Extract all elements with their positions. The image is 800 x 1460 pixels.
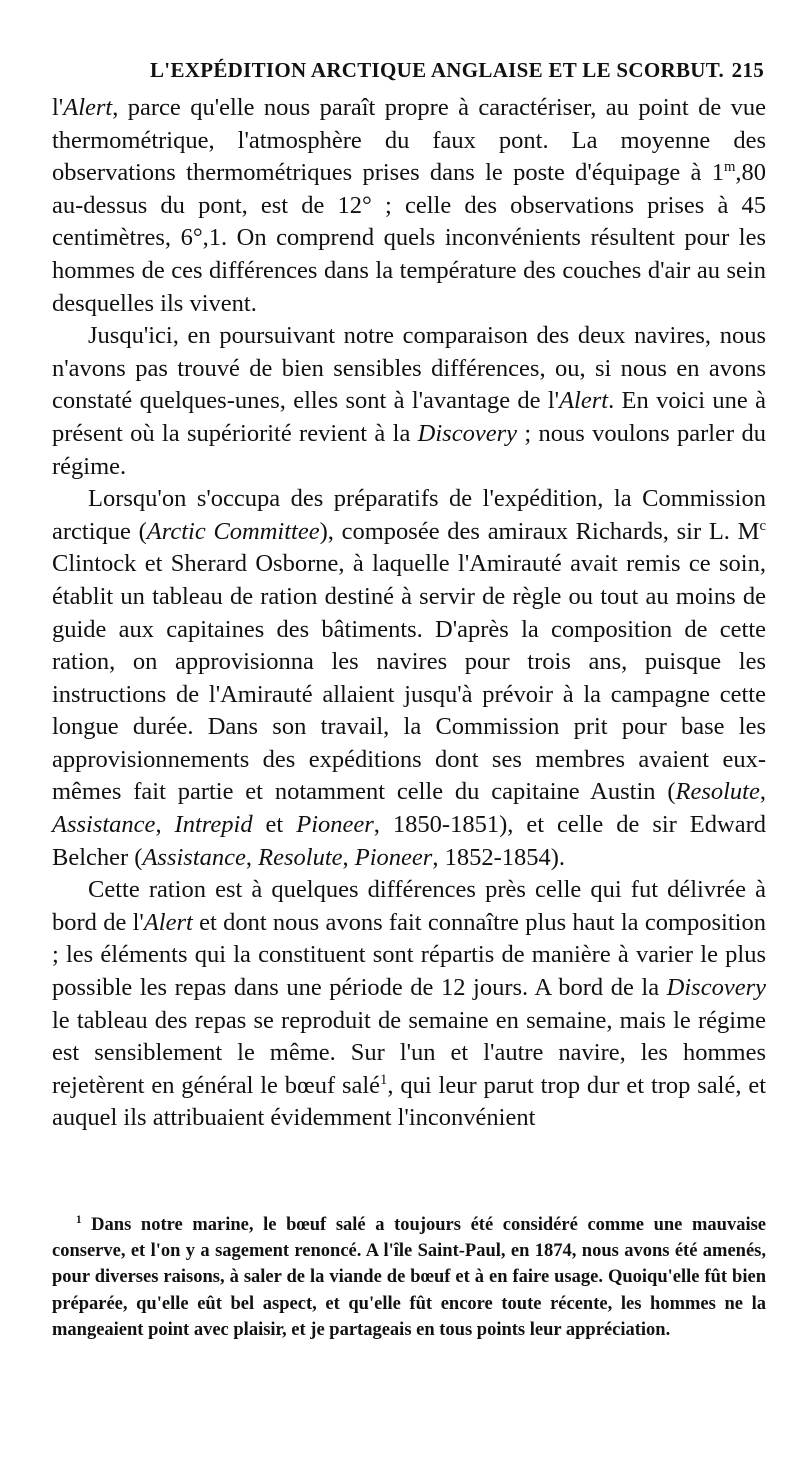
superscript: 1	[380, 1071, 388, 1088]
italic-text: Discovery	[666, 974, 766, 1002]
text-run: ,	[342, 843, 355, 871]
text-run: ; nous voulons parler du régime.	[52, 419, 766, 480]
text-run: Jusqu'ici, en poursuivant notre comparaison des deux navires, nous n'avons pas trouvé de bien sensibles différences, ou, si nous en avons constaté quelques-unes, elles sont à l'avantage de l'	[52, 322, 766, 415]
text-run: le tableau des repas se reproduit de semaine en semaine, mais le régime est sensiblement le même. Sur l'un et l'autre navire, les hommes rejetèrent en général le bœuf salé	[52, 1006, 766, 1099]
paragraph	[52, 483, 766, 874]
italic-text: Intrepid	[174, 811, 253, 839]
text-run: , 1852-1854).	[432, 843, 566, 871]
text-run: Cette ration est à quelques différences près celle qui fut délivrée à bord de l'	[52, 876, 766, 936]
italic-text: Alert	[63, 94, 113, 121]
italic-text: Assistance	[52, 811, 156, 839]
text-run: Lorsqu'on s'occupa des préparatifs de l'expédition, la Commission arctique (	[52, 485, 766, 545]
page-number: 215	[731, 58, 764, 82]
footnotes	[52, 1212, 766, 1343]
text-run: ,	[155, 811, 175, 839]
page-header	[52, 58, 764, 88]
italic-text: Pioneer	[296, 811, 374, 839]
italic-text: Alert	[143, 908, 193, 936]
superscript: m	[723, 159, 736, 176]
text-run: et dont nous avons fait connaître plus haut la composition ; les éléments qui la constituent sont répartis de manière à varier le plus possible les repas dans une période de 12 jours. A bord de la	[52, 908, 766, 1002]
text-run: ,	[245, 843, 259, 871]
paragraph	[52, 320, 766, 483]
running-title: L'EXPÉDITION ARCTIQUE ANGLAISE ET LE SCORBUT.	[150, 58, 725, 82]
superscript: c	[759, 517, 766, 534]
italic-text: Assistance	[142, 843, 246, 871]
text-run: Dans notre marine, le bœuf salé a toujours été considéré comme une mauvaise conserve, et l'on y a sagement renoncé. A l'île Saint-Paul, en 1874, nous avons été amenés, pour diverses raisons, à saler de la viande de bœuf et à en faire usage. Quoiqu'elle fût bien préparée, qu'elle eût bel aspect, et qu'elle fût encore toute récente, les hommes ne la mangeaient point avec plaisir, et je partageais en tous points leur appréciation.	[52, 1215, 766, 1340]
text-run: ,	[759, 778, 766, 806]
text-run: l'	[52, 94, 64, 121]
text-run: . En voici une à présent où la supériorité revient à la	[52, 387, 766, 447]
text-run: et	[252, 811, 297, 839]
text-run: , parce qu'elle nous paraît propre à caractériser, au point de vue thermométrique, l'atmosphère du faux pont. La moyenne des observations thermométriques prises dans le poste d'équipage à 1	[52, 94, 766, 187]
italic-text: Alert	[559, 387, 609, 415]
italic-text: Arctic Committee	[146, 517, 320, 545]
text-run: , 1850-1851), et celle de sir Edward Belcher (	[52, 811, 766, 871]
text-run: ,80 au-dessus du pont, est de 12° ; celle des observations prises à 45 centimètres, 6°,1. On comprend quels inconvénients résultent pour les hommes de ces différences dans la température des couches d'air au sein desquelles ils vivent.	[52, 159, 766, 317]
italic-text: Pioneer	[354, 843, 433, 871]
body-text	[52, 92, 766, 1135]
text-run: Clintock et Sherard Osborne, à laquelle l'Amirauté avait remis ce soin, établit un tableau de ration destiné à servir de règle ou tout au moins de guide aux capitaines des bâtiments. D'après la composition de cette ration, on approvisionna les navires pour trois ans, puisque les instructions de l'Amirauté allaient jusqu'à prévoir à la campagne cette longue durée. Dans son travail, la Commission prit pour base les approvisionnements des expéditions dont ses membres avaient eux-mêmes fait partie et notamment celle du capitaine Austin (	[52, 550, 766, 806]
italic-text: Discovery	[417, 419, 517, 447]
text-run: ), composée des amiraux Richards, sir L. M	[319, 517, 760, 545]
paragraph	[52, 92, 766, 320]
footnote	[52, 1212, 766, 1343]
text-run: , qui leur parut trop dur et trop salé, et auquel ils attribuaient évidemment l'inconvénient	[52, 1071, 767, 1132]
italic-text: Resolute	[675, 778, 760, 806]
superscript: 1	[76, 1213, 82, 1226]
italic-text: Resolute	[258, 843, 343, 871]
paragraph	[52, 874, 766, 1135]
